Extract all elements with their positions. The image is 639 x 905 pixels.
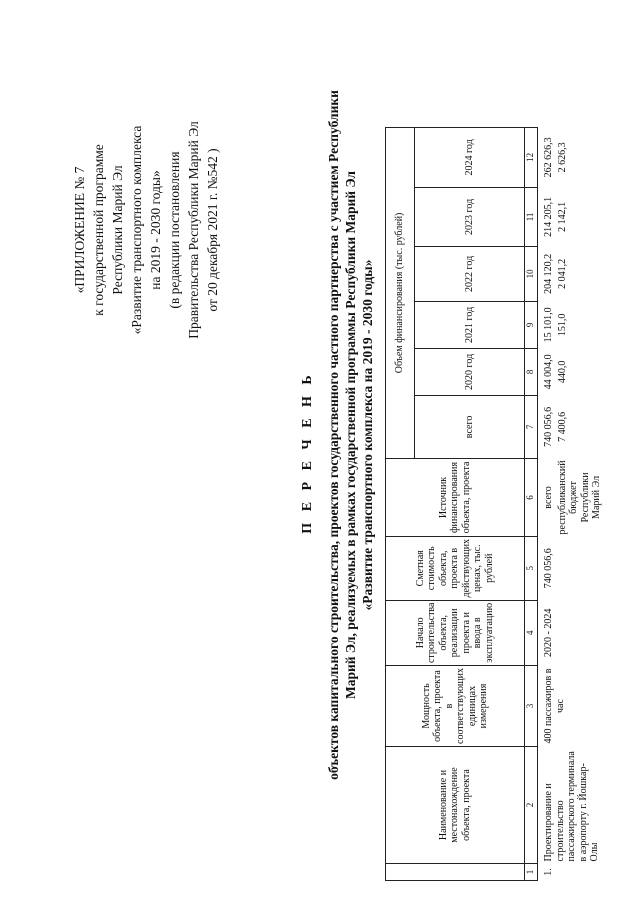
table-header-row [386,127,415,880]
header-start: Начало строительства объекта, реализации проекта и ввода в эксплуатацию [386,600,525,665]
row-period: 2020 - 2024 [543,608,554,657]
row-year-2021: 15 101,0 [543,307,554,343]
appendix-line: Правительства Республики Марий Эл [186,121,201,339]
subtitle-line: объектов капитального строительства, проектов государственного частного партнерства с участием Республики [326,90,341,780]
header-total: всего [415,395,525,458]
row-year-2020: 440,0 [556,360,568,384]
header-year-2024: 2024 год [415,127,525,187]
row-object-name: Проектирование и строительство пассажирского терминала в аэропорту г. Йошкар-Олы [543,751,600,862]
row-total: 740 056,6 [543,406,554,447]
row-year-2024: 2 626,3 [556,142,568,173]
row-year-2023: 2 142,1 [556,201,568,232]
row-year-2022: 2 041,2 [556,258,568,289]
appendix-line: (в редакции постановления [167,151,182,309]
column-number: 1 [525,864,538,881]
row-capacity: 400 пассажиров в час [543,668,566,744]
subtitle-line: «Развитие транспортного комплекса на 2019 - 2030 годы» [360,259,375,611]
column-number: 4 [525,600,538,665]
header-volume: Объем финансирования (тыс. рублей) [386,127,415,458]
column-number: 7 [525,395,538,458]
appendix-line: от 20 декабря 2021 г. №542 ) [205,148,220,312]
column-number: 12 [525,127,538,187]
appendix-header [70,80,222,380]
row-year-2021: 151,0 [556,313,568,337]
header-cost: Сметная стоимость объекта, проекта в действующих ценах, тыс. рублей [386,536,525,600]
header-name: Наименование и местонахождение объекта, проекта [386,747,525,864]
header-year-2022: 2022 год [415,246,525,301]
row-cost: 740 056,6 [543,548,554,589]
appendix-line: Республики Марий Эл [110,165,125,295]
row-total: 7 400,6 [556,411,568,442]
header-capacity: Мощность объекта, проекта в соответствующих единицах измерения [386,666,525,747]
column-number: 10 [525,246,538,301]
column-number: 8 [525,348,538,395]
column-number: 6 [525,458,538,536]
header-num [386,864,525,881]
header-year-2023: 2023 год [415,187,525,246]
column-numbers-row [525,127,538,880]
column-number: 2 [525,747,538,864]
header-year-2020: 2020 год [415,348,525,395]
column-number: 11 [525,187,538,246]
appendix-line: к государственной программе [91,144,106,316]
column-number: 3 [525,666,538,747]
row-number: 1. [543,868,554,876]
objects-table [385,127,604,881]
row-year-2020: 44 004,0 [543,354,554,390]
row-source: республиканский бюджет Республики Марий Эл [556,460,602,535]
column-number: 9 [525,301,538,348]
row-year-2024: 262 626,3 [543,137,554,178]
column-number: 5 [525,536,538,600]
row-year-2023: 214 205,1 [543,196,554,237]
row-year-2022: 204 120,2 [543,253,554,294]
appendix-line: на 2019 - 2030 годы» [148,170,163,290]
subtitle-line: Марий Эл, реализуемых в рамках государственной программы Республики Марий Эл [343,170,358,700]
table-row [538,127,556,880]
row-source: всего [543,486,554,509]
appendix-line: «Развитие транспортного комплекса [129,125,144,335]
header-year-2021: 2021 год [415,301,525,348]
header-source: Источник финансирования объекта, проекта [386,458,525,536]
document-subtitle [325,75,376,795]
document-title: П Е Р Е Ч Е Н Ь [300,371,315,534]
appendix-line: «ПРИЛОЖЕНИЕ № 7 [72,166,87,294]
